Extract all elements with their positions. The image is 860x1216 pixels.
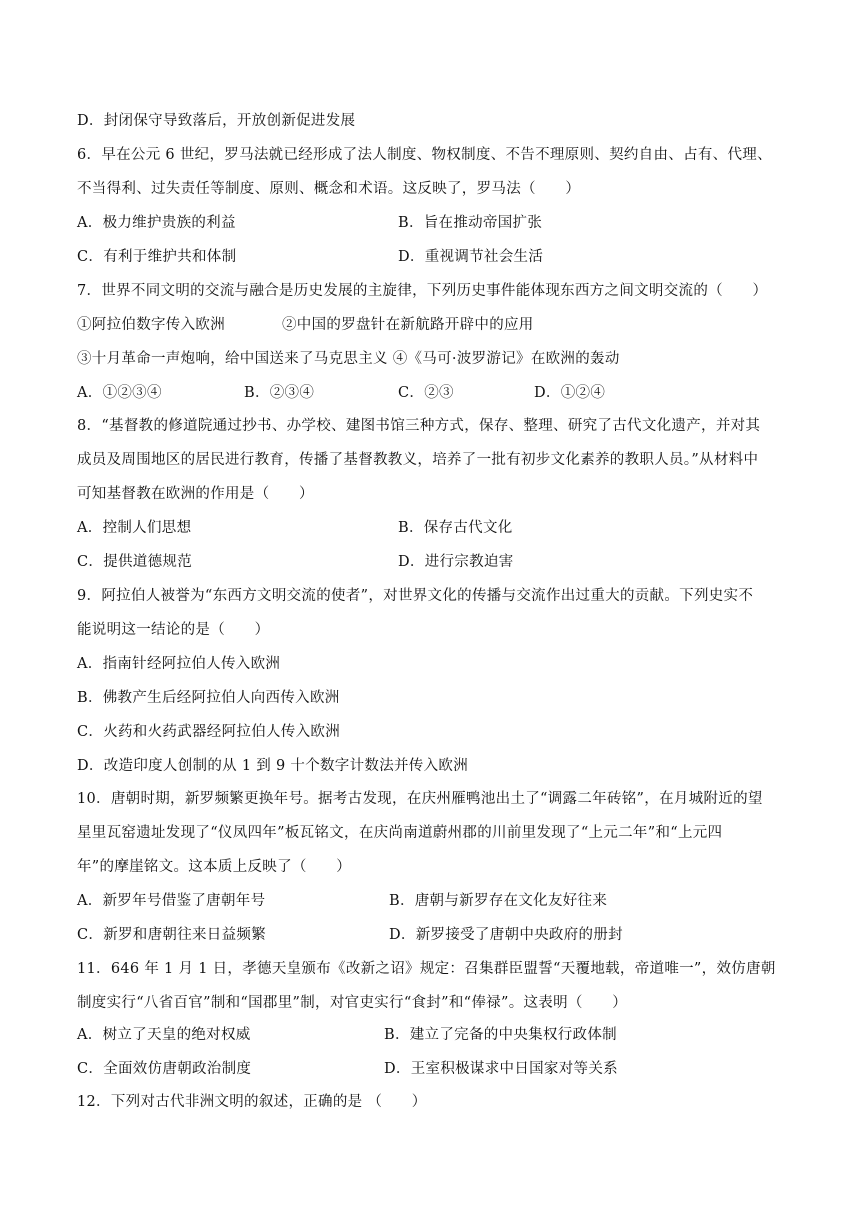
q10-stem-line-1: 10．唐朝时期，新罗频繁更换年号。据考古发现，在庆州雁鸭池出土了“调露二年砖铭”，在月城附近的望 xyxy=(77,791,763,807)
q6-stem-line-1: 6．早在公元 6 世纪，罗马法就已经形成了法人制度、物权制度、不告不理原则、契约自由、占有、代理、 xyxy=(77,147,772,163)
q6-stem-line-2: 不当得利、过失责任等制度、原则、概念和术语。这反映了，罗马法（ ） xyxy=(77,181,581,197)
q6-option-c: C．有利于维护共和体制 xyxy=(77,249,237,265)
q9-stem-line-1: 9．阿拉伯人被誉为“东西方文明交流的使者”，对世界文化的传播与交流作出过重大的贡献。下列史实不 xyxy=(77,588,754,604)
q11-option-a: A．树立了天皇的绝对权威 xyxy=(77,1027,251,1043)
q7-item-2: ②中国的罗盘针在新航路开辟中的应用 xyxy=(282,317,534,333)
q8-option-c: C．提供道德规范 xyxy=(77,554,192,570)
q11-stem-line-1: 11．646 年 1 月 1 日，孝德天皇颁布《改新之诏》规定：召集群臣盟誓“天覆地载，帝道唯一”，效仿唐朝 xyxy=(77,961,776,977)
q9-option-a: A．指南针经阿拉伯人传入欧洲 xyxy=(77,656,281,672)
q11-option-c: C．全面效仿唐朝政治制度 xyxy=(77,1061,252,1077)
q7-item-1: ①阿拉伯数字传入欧洲 xyxy=(77,317,225,333)
q8-stem-line-1: 8．“基督教的修道院通过抄书、办学校、建图书馆三种方式，保存、整理、研究了古代文化遗产，并对其 xyxy=(77,418,761,434)
q12-stem-line-1: 12．下列对古代非洲文明的叙述，正确的是 （ ） xyxy=(77,1094,427,1110)
q11-stem-line-2: 制度实行“八省百官”制和“国郡里”制，对官吏实行“食封”和“俸禄”。这表明（ ） xyxy=(77,995,628,1011)
q9-option-b: B．佛教产生后经阿拉伯人向西传入欧洲 xyxy=(77,690,340,706)
q11-option-d: D．王室积极谋求中日国家对等关系 xyxy=(384,1061,618,1077)
q6-option-b: B．旨在推动帝国扩张 xyxy=(398,215,543,231)
q7-option-d: D．①②④ xyxy=(534,385,606,401)
q5-option-d: D．封闭保守导致落后，开放创新促进发展 xyxy=(77,113,356,129)
q8-option-a: A．控制人们思想 xyxy=(77,520,192,536)
q7-stem-line-1: 7．世界不同文明的交流与融合是历史发展的主旋律，下列历史事件能体现东西方之间文明交流的（ ） xyxy=(77,283,768,299)
q9-stem-line-2: 能说明这一结论的是（ ） xyxy=(77,622,270,638)
q8-stem-line-2: 成员及周围地区的居民进行教育，传播了基督教教义，培养了一批有初步文化素养的教职人员。”从材料中 xyxy=(77,452,759,468)
q10-option-d: D．新罗接受了唐朝中央政府的册封 xyxy=(389,927,623,943)
q7-option-a: A．①②③④ xyxy=(77,385,162,401)
q9-option-d: D．改造印度人创制的从 1 到 9 十个数字计数法并传入欧洲 xyxy=(77,758,469,774)
q10-option-a: A．新罗年号借鉴了唐朝年号 xyxy=(77,893,266,909)
q7-option-b: B．②③④ xyxy=(244,385,315,401)
q8-stem-line-3: 可知基督教在欧洲的作用是（ ） xyxy=(77,486,314,502)
q9-option-c: C．火药和火药武器经阿拉伯人传入欧洲 xyxy=(77,724,340,740)
q7-option-c: C．②③ xyxy=(398,385,454,401)
q6-option-a: A．极力维护贵族的利益 xyxy=(77,215,236,231)
q8-option-d: D．进行宗教迫害 xyxy=(398,554,514,570)
q11-option-b: B．建立了完备的中央集权行政体制 xyxy=(384,1027,617,1043)
q7-items-3-4: ③十月革命一声炮响，给中国送来了马克思主义 ④《马可·波罗游记》在欧洲的轰动 xyxy=(77,351,620,367)
q10-option-b: B．唐朝与新罗存在文化友好往来 xyxy=(389,893,608,909)
q8-option-b: B．保存古代文化 xyxy=(398,520,513,536)
q6-option-d: D．重视调节社会生活 xyxy=(398,249,544,265)
q10-option-c: C．新罗和唐朝往来日益频繁 xyxy=(77,927,266,943)
q10-stem-line-2: 星里瓦窑遗址发现了“仪凤四年”板瓦铭文，在庆尚南道蔚州郡的川前里发现了“上元二年”和“上元四 xyxy=(77,825,723,841)
q10-stem-line-3: 年”的摩崖铭文。这本质上反映了（ ） xyxy=(77,859,352,875)
